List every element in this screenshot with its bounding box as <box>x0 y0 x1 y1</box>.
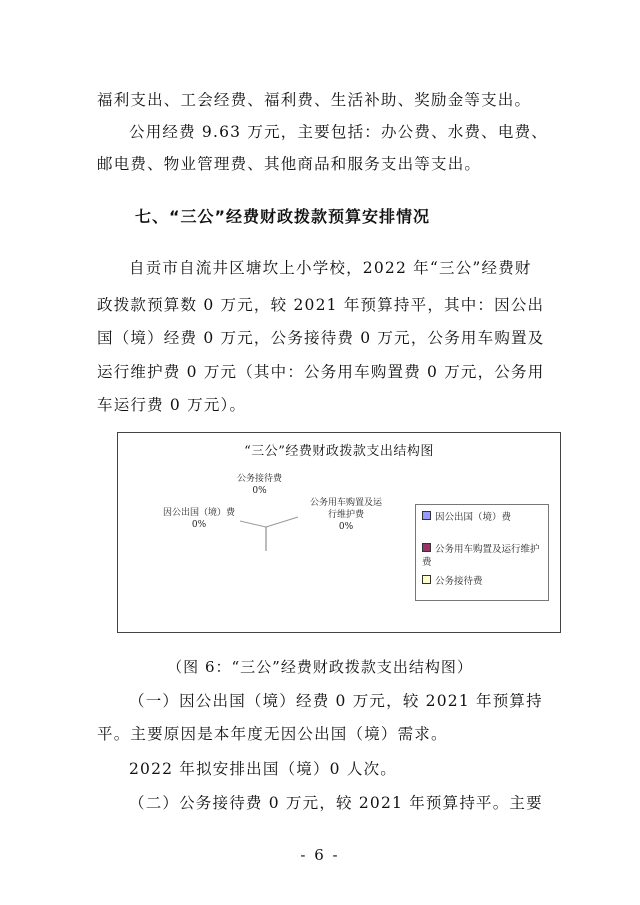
chart-title: “三公”经费财政拨款支出结构图 <box>244 444 434 459</box>
data-label-abroad-value: 0% <box>191 520 207 530</box>
chart-legend <box>415 504 549 601</box>
legend-label-vehicle: 公务用车购置及运行维护 <box>435 544 540 555</box>
legend-item-reception <box>422 575 483 588</box>
legend-label-vehicle-cont: 费 <box>422 557 432 568</box>
data-label-abroad-name: 因公出国（境）费 <box>163 508 236 518</box>
paragraph-line: （一）因公出国（境）经费 0 万元，较 2021 年预算持 <box>129 692 543 710</box>
paragraph-line: 政拨款预算数 0 万元，较 2021 年预算持平，其中：因公出 <box>97 296 545 314</box>
data-label-vehicle-name-2: 行维护费 <box>328 510 365 520</box>
paragraph-line: 平。主要原因是本年度无因公出国（境）需求。 <box>97 725 448 743</box>
page-number: - 6 - <box>300 846 340 864</box>
data-label-vehicle <box>310 497 382 533</box>
data-label-abroad <box>163 507 235 531</box>
pie-leader-lines <box>118 433 418 633</box>
figure-caption: （图 6：“三公”经费财政拨款支出结构图） <box>167 658 473 676</box>
paragraph-line: 邮电费、物业管理费、其他商品和服务支出等支出。 <box>97 155 482 173</box>
legend-item-abroad <box>422 511 511 524</box>
legend-item-vehicle <box>422 543 540 569</box>
data-label-reception <box>237 473 282 497</box>
paragraph-line: 自贡市自流井区塘坎上小学校，2022 年“三公”经费财 <box>129 259 532 277</box>
data-label-reception-name: 公务接待费 <box>237 474 283 484</box>
paragraph-line: 运行维护费 0 万元（其中：公务用车购置费 0 万元，公务用 <box>97 363 545 381</box>
data-label-vehicle-name-1: 公务用车购置及运 <box>310 498 383 508</box>
paragraph-line: 国（境）经费 0 万元，公务接待费 0 万元，公务用车购置及 <box>97 329 545 347</box>
legend-swatch-vehicle <box>422 543 431 552</box>
paragraph-line: 福利支出、工会经费、福利费、生活补助、奖励金等支出。 <box>97 91 532 109</box>
paragraph-line: 公用经费 9.63 万元，主要包括：办公费、水费、电费、 <box>129 123 548 141</box>
paragraph-line: 车运行费 0 万元）。 <box>97 396 247 414</box>
leader-line-abroad <box>240 521 266 527</box>
leader-line-vehicle <box>266 517 298 527</box>
legend-swatch-reception <box>422 575 431 584</box>
data-label-reception-value: 0% <box>252 486 267 496</box>
legend-label-abroad: 因公出国（境）费 <box>435 512 512 523</box>
pie-chart <box>117 432 561 633</box>
data-label-vehicle-value: 0% <box>338 522 354 532</box>
paragraph-line: （二）公务接待费 0 万元，较 2021 年预算持平。主要 <box>129 794 543 812</box>
section-heading: 七、“三公”经费财政拨款预算安排情况 <box>135 207 431 226</box>
legend-label-reception: 公务接待费 <box>435 576 483 587</box>
paragraph-line: 2022 年拟安排出国（境）0 人次。 <box>129 760 397 778</box>
legend-swatch-abroad <box>422 511 431 520</box>
